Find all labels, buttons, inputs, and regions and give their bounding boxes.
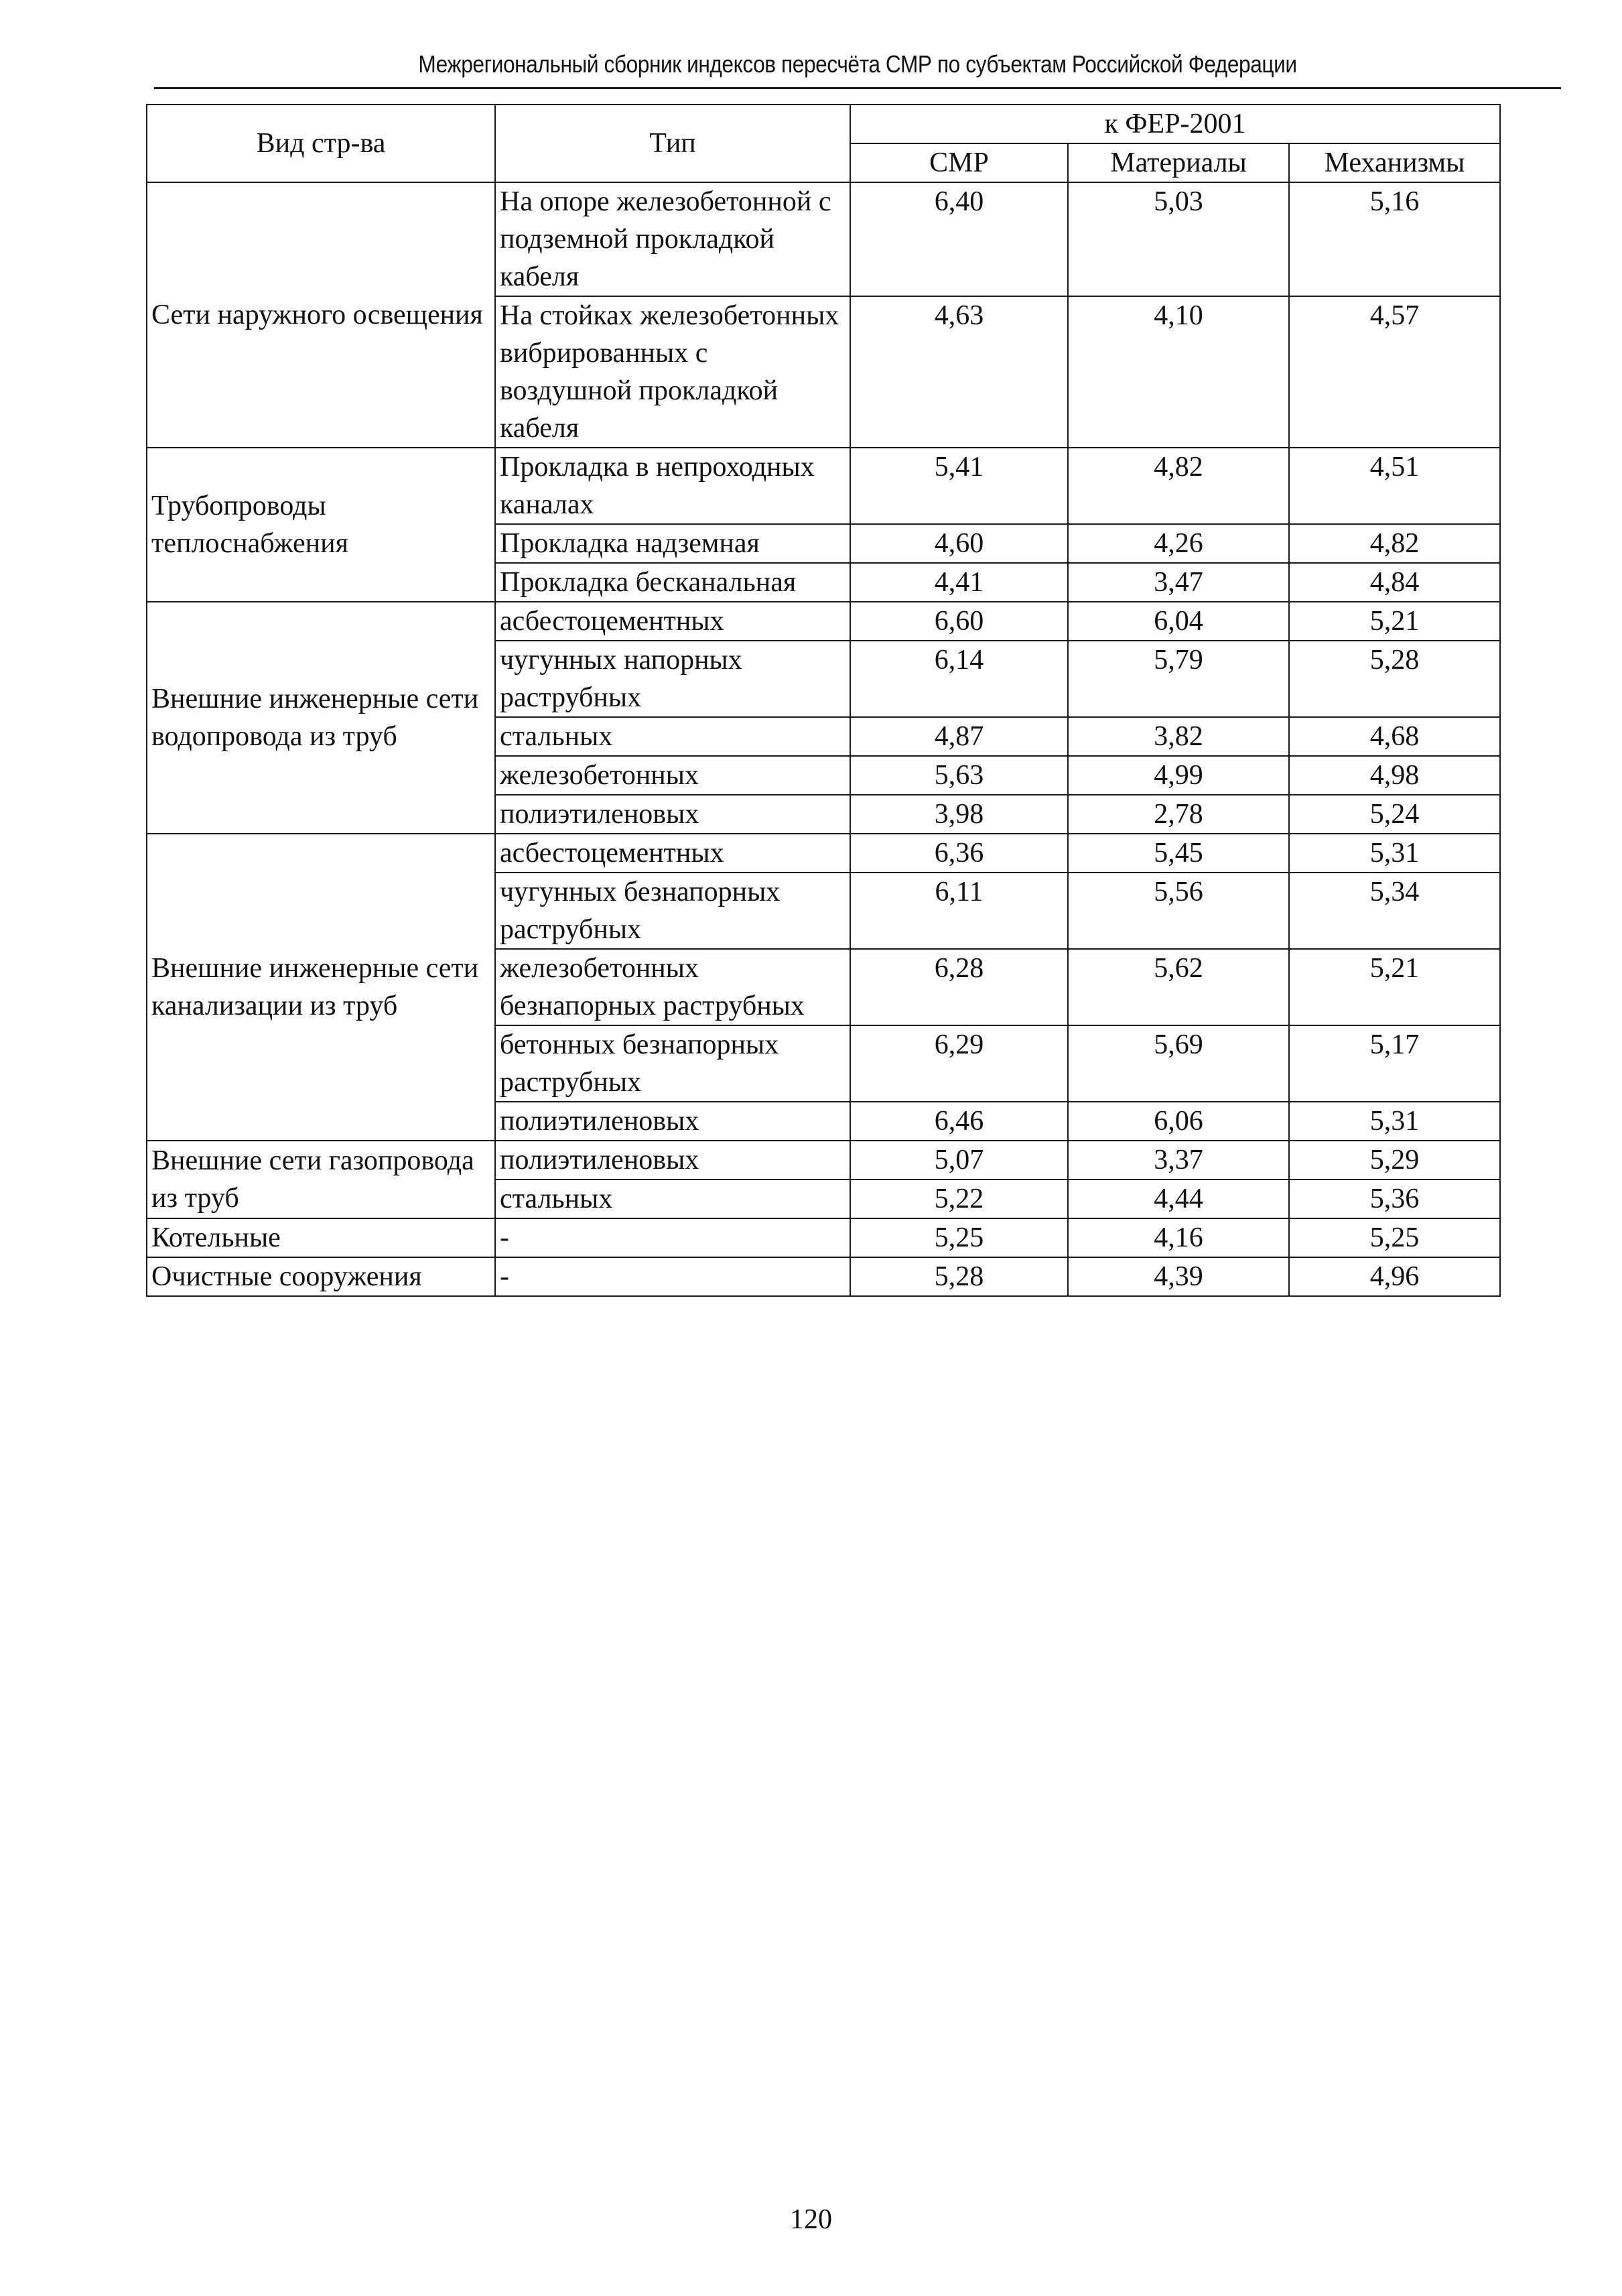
table-row <box>147 602 1500 641</box>
table-row <box>147 834 1500 873</box>
cell-mechanisms: 5,28 <box>1289 641 1500 717</box>
cell-smr: 6,28 <box>850 949 1068 1025</box>
cell-materials: 4,99 <box>1068 756 1289 795</box>
cell-kind: Внешние сети газопровода из труб <box>147 1141 495 1218</box>
cell-smr: 3,98 <box>850 795 1068 834</box>
cell-kind: Очистные сооружения <box>147 1257 495 1296</box>
cell-type: чугунных безнапорных раструбных <box>495 873 850 949</box>
cell-materials: 6,06 <box>1068 1102 1289 1141</box>
cell-mechanisms: 5,21 <box>1289 949 1500 1025</box>
cell-smr: 4,87 <box>850 717 1068 756</box>
table-body <box>147 182 1500 1296</box>
page-header <box>154 44 1561 86</box>
cell-smr: 6,40 <box>850 182 1068 296</box>
table-row <box>147 1141 1500 1179</box>
cell-smr: 5,25 <box>850 1218 1068 1257</box>
column-header-mechanisms: Механизмы <box>1289 143 1500 182</box>
cell-kind: Котельные <box>147 1218 495 1257</box>
cell-materials: 5,56 <box>1068 873 1289 949</box>
cell-type: Прокладка в непроходных каналах <box>495 448 850 524</box>
cell-smr: 6,29 <box>850 1025 1068 1102</box>
cell-mechanisms: 4,98 <box>1289 756 1500 795</box>
cell-mechanisms: 5,36 <box>1289 1179 1500 1218</box>
page-number: 120 <box>790 2204 832 2235</box>
cell-type: Прокладка бесканальная <box>495 563 850 602</box>
cell-type: полиэтиленовых <box>495 1102 850 1141</box>
cell-smr: 5,28 <box>850 1257 1068 1296</box>
cell-smr: 6,11 <box>850 873 1068 949</box>
cell-type: Прокладка надземная <box>495 524 850 563</box>
cell-kind: Внешние инженерные сети канализации из труб <box>147 834 495 1141</box>
cell-materials: 5,69 <box>1068 1025 1289 1102</box>
cell-materials: 3,82 <box>1068 717 1289 756</box>
cell-mechanisms: 5,17 <box>1289 1025 1500 1102</box>
cell-smr: 5,07 <box>850 1141 1068 1179</box>
cell-materials: 4,82 <box>1068 448 1289 524</box>
cell-type: полиэтиленовых <box>495 1141 850 1179</box>
table-row <box>147 1218 1500 1257</box>
cell-kind: Сети наружного освещения <box>147 182 495 448</box>
cell-mechanisms: 5,29 <box>1289 1141 1500 1179</box>
cell-materials: 4,26 <box>1068 524 1289 563</box>
cell-smr: 6,46 <box>850 1102 1068 1141</box>
cell-type: полиэтиленовых <box>495 795 850 834</box>
cell-mechanisms: 4,51 <box>1289 448 1500 524</box>
column-header-type: Тип <box>495 105 850 182</box>
cell-type: На опоре железобетонной с подземной прокладкой кабеля <box>495 182 850 296</box>
column-header-group: к ФЕР-2001 <box>850 105 1500 143</box>
cell-type: бетонных безнапорных раструбных <box>495 1025 850 1102</box>
cell-mechanisms: 5,21 <box>1289 602 1500 641</box>
index-table <box>146 104 1501 1297</box>
column-header-smr: СМР <box>850 143 1068 182</box>
cell-materials: 6,04 <box>1068 602 1289 641</box>
cell-type: стальных <box>495 717 850 756</box>
cell-smr: 5,63 <box>850 756 1068 795</box>
cell-mechanisms: 5,31 <box>1289 834 1500 873</box>
cell-materials: 4,10 <box>1068 296 1289 448</box>
cell-mechanisms: 5,16 <box>1289 182 1500 296</box>
cell-type: На стойках железобетонных вибрированных с воздушной прокладкой кабеля <box>495 296 850 448</box>
cell-mechanisms: 5,24 <box>1289 795 1500 834</box>
cell-materials: 5,45 <box>1068 834 1289 873</box>
cell-smr: 5,41 <box>850 448 1068 524</box>
table-row <box>147 448 1500 524</box>
cell-kind: Внешние инженерные сети водопровода из труб <box>147 602 495 834</box>
cell-materials: 4,44 <box>1068 1179 1289 1218</box>
cell-mechanisms: 4,96 <box>1289 1257 1500 1296</box>
cell-smr: 6,60 <box>850 602 1068 641</box>
cell-mechanisms: 4,82 <box>1289 524 1500 563</box>
cell-smr: 4,41 <box>850 563 1068 602</box>
table-header <box>147 105 1500 182</box>
page-header-title: Межрегиональный сборник индексов пересчёта СМР по субъектам Российской Федерации <box>418 50 1297 78</box>
cell-materials: 3,37 <box>1068 1141 1289 1179</box>
cell-materials: 5,79 <box>1068 641 1289 717</box>
cell-materials: 5,03 <box>1068 182 1289 296</box>
cell-mechanisms: 5,31 <box>1289 1102 1500 1141</box>
cell-mechanisms: 5,34 <box>1289 873 1500 949</box>
cell-smr: 6,36 <box>850 834 1068 873</box>
cell-mechanisms: 4,57 <box>1289 296 1500 448</box>
cell-mechanisms: 5,25 <box>1289 1218 1500 1257</box>
cell-smr: 5,22 <box>850 1179 1068 1218</box>
cell-smr: 6,14 <box>850 641 1068 717</box>
header-divider <box>154 87 1561 89</box>
cell-materials: 4,16 <box>1068 1218 1289 1257</box>
table-row <box>147 1257 1500 1296</box>
cell-type: стальных <box>495 1179 850 1218</box>
cell-mechanisms: 4,68 <box>1289 717 1500 756</box>
cell-mechanisms: 4,84 <box>1289 563 1500 602</box>
cell-type: железобетонных безнапорных раструбных <box>495 949 850 1025</box>
table-row <box>147 182 1500 296</box>
cell-type: чугунных напорных раструбных <box>495 641 850 717</box>
cell-materials: 4,39 <box>1068 1257 1289 1296</box>
column-header-kind: Вид стр-ва <box>147 105 495 182</box>
cell-type: железобетонных <box>495 756 850 795</box>
cell-type: - <box>495 1218 850 1257</box>
cell-materials: 2,78 <box>1068 795 1289 834</box>
cell-type: асбестоцементных <box>495 602 850 641</box>
cell-materials: 3,47 <box>1068 563 1289 602</box>
cell-smr: 4,63 <box>850 296 1068 448</box>
cell-type: - <box>495 1257 850 1296</box>
cell-materials: 5,62 <box>1068 949 1289 1025</box>
cell-type: асбестоцементных <box>495 834 850 873</box>
column-header-materials: Материалы <box>1068 143 1289 182</box>
cell-smr: 4,60 <box>850 524 1068 563</box>
cell-kind: Трубопроводы теплоснабжения <box>147 448 495 602</box>
